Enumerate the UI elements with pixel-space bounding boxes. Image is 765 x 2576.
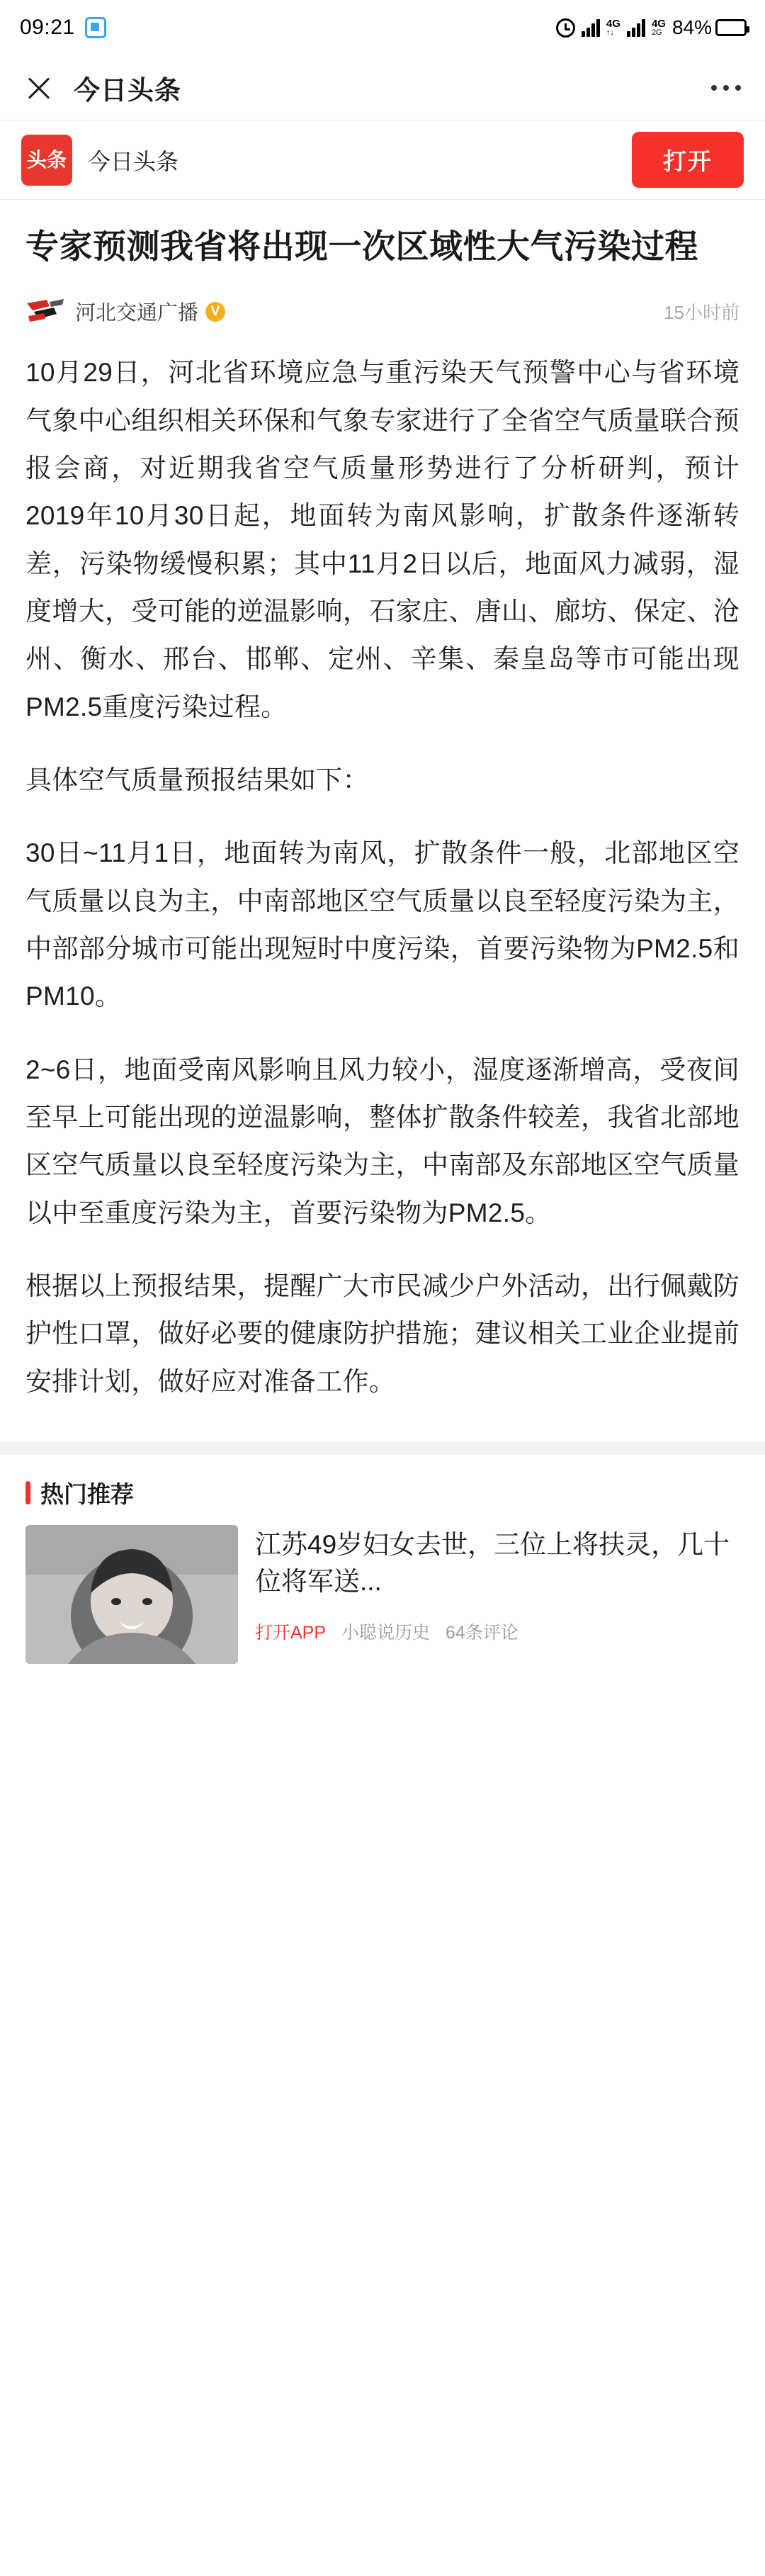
section-divider bbox=[0, 1442, 765, 1455]
article-paragraph: 30日~11月1日，地面转为南风，扩散条件一般，北部地区空气质量以良为主，中南部地区空气质量以良至轻度污染为主，中部部分城市可能出现短时中度污染，首要污染物为PM2.5和PM10。 bbox=[26, 838, 740, 1011]
page-title-bar bbox=[0, 55, 765, 120]
open-app-button[interactable]: 打开 bbox=[632, 132, 744, 188]
article-container bbox=[0, 200, 765, 1405]
list-item-author: 小聪说历史 bbox=[341, 1622, 431, 1643]
article-paragraph: 2~6日，地面受南风影响且风力较小，湿度逐渐增高，受夜间至早上可能出现的逆温影响，整体扩散条件较差，我省北部地区空气质量以良至轻度污染为主，中南部及东部地区空气质量以中至重度污染为主，首要污染物为PM2.5。 bbox=[26, 1054, 740, 1227]
status-clock: 09:21 bbox=[20, 16, 75, 39]
hot-recommend-section bbox=[0, 1455, 765, 1664]
battery-icon bbox=[715, 19, 747, 36]
article-byline bbox=[26, 297, 740, 326]
app-switch-icon bbox=[85, 17, 106, 38]
hebei-traffic-radio-logo bbox=[26, 298, 65, 326]
list-item-body bbox=[255, 1525, 740, 1664]
net-2-sub: 2G bbox=[651, 28, 662, 37]
net-1-sub: ↑↓ bbox=[606, 28, 614, 37]
alarm-icon bbox=[556, 18, 575, 38]
page-bottom-edge bbox=[0, 1664, 765, 1682]
list-item[interactable] bbox=[26, 1525, 740, 1664]
battery-percent: 84% bbox=[672, 16, 712, 38]
open-app-link[interactable]: 打开APP bbox=[255, 1622, 327, 1643]
page-title: 今日头条 bbox=[74, 75, 181, 105]
verified-badge-icon: V bbox=[205, 302, 225, 322]
status-bar-right bbox=[556, 16, 747, 39]
hot-recommend-header bbox=[26, 1455, 740, 1525]
article-paragraph: 具体空气质量预报结果如下： bbox=[26, 765, 369, 795]
net-2-label: 4G bbox=[651, 18, 666, 30]
signal-bars-icon bbox=[582, 18, 600, 37]
toutiao-logo: 头条 bbox=[21, 135, 72, 186]
list-item-meta bbox=[255, 1619, 740, 1644]
list-item-comments: 64条评论 bbox=[446, 1622, 518, 1643]
article-paragraph: 根据以上预报结果，提醒广大市民减少户外活动，出行佩戴防护性口罩，做好必要的健康防护措施；建议相关工业企业提前安排计划，做好应对准备工作。 bbox=[26, 1271, 740, 1396]
network-type-2 bbox=[652, 18, 666, 37]
hot-recommend-title: 热门推荐 bbox=[40, 1481, 134, 1507]
network-type-1 bbox=[606, 18, 620, 37]
app-name-label: 今日头条 bbox=[88, 148, 179, 174]
article-timestamp: 15小时前 bbox=[664, 302, 740, 324]
article-paragraph: 10月29日，河北省环境应急与重污染天气预警中心与省环境气象中心组织相关环保和气象专家进行了全省空气质量联合预报会商，对近期我省空气质量形势进行了分析研判，预计2019年10月30日起，地面转为南风影响，扩散条件逐渐转差，污染物缓慢积累；其中11月2日以后，地面风力减弱，湿度增大，受可能的逆温影响，石家庄、唐山、廊坊、保定、沧州、衡水、邢台、邯郸、定州、辛集、秦皇岛等市可能出现PM2.5重度污染过程。 bbox=[26, 358, 740, 721]
section-accent-bar bbox=[26, 1481, 30, 1504]
article-source-name[interactable]: 河北交通广播 bbox=[75, 302, 199, 325]
close-icon[interactable] bbox=[24, 73, 54, 103]
signal-bars-icon-2 bbox=[627, 18, 645, 37]
status-bar-left bbox=[20, 16, 106, 40]
more-options-icon[interactable] bbox=[711, 85, 741, 91]
list-item-headline: 江苏49岁妇女去世，三位上将扶灵，几十位将军送... bbox=[255, 1530, 730, 1596]
article-headline: 专家预测我省将出现一次区域性大气污染过程 bbox=[26, 227, 698, 265]
portrait-thumbnail[interactable] bbox=[26, 1525, 238, 1664]
battery-indicator bbox=[672, 16, 747, 39]
net-1-label: 4G bbox=[606, 18, 620, 30]
status-bar bbox=[0, 0, 765, 55]
app-promo-bar bbox=[0, 120, 765, 200]
